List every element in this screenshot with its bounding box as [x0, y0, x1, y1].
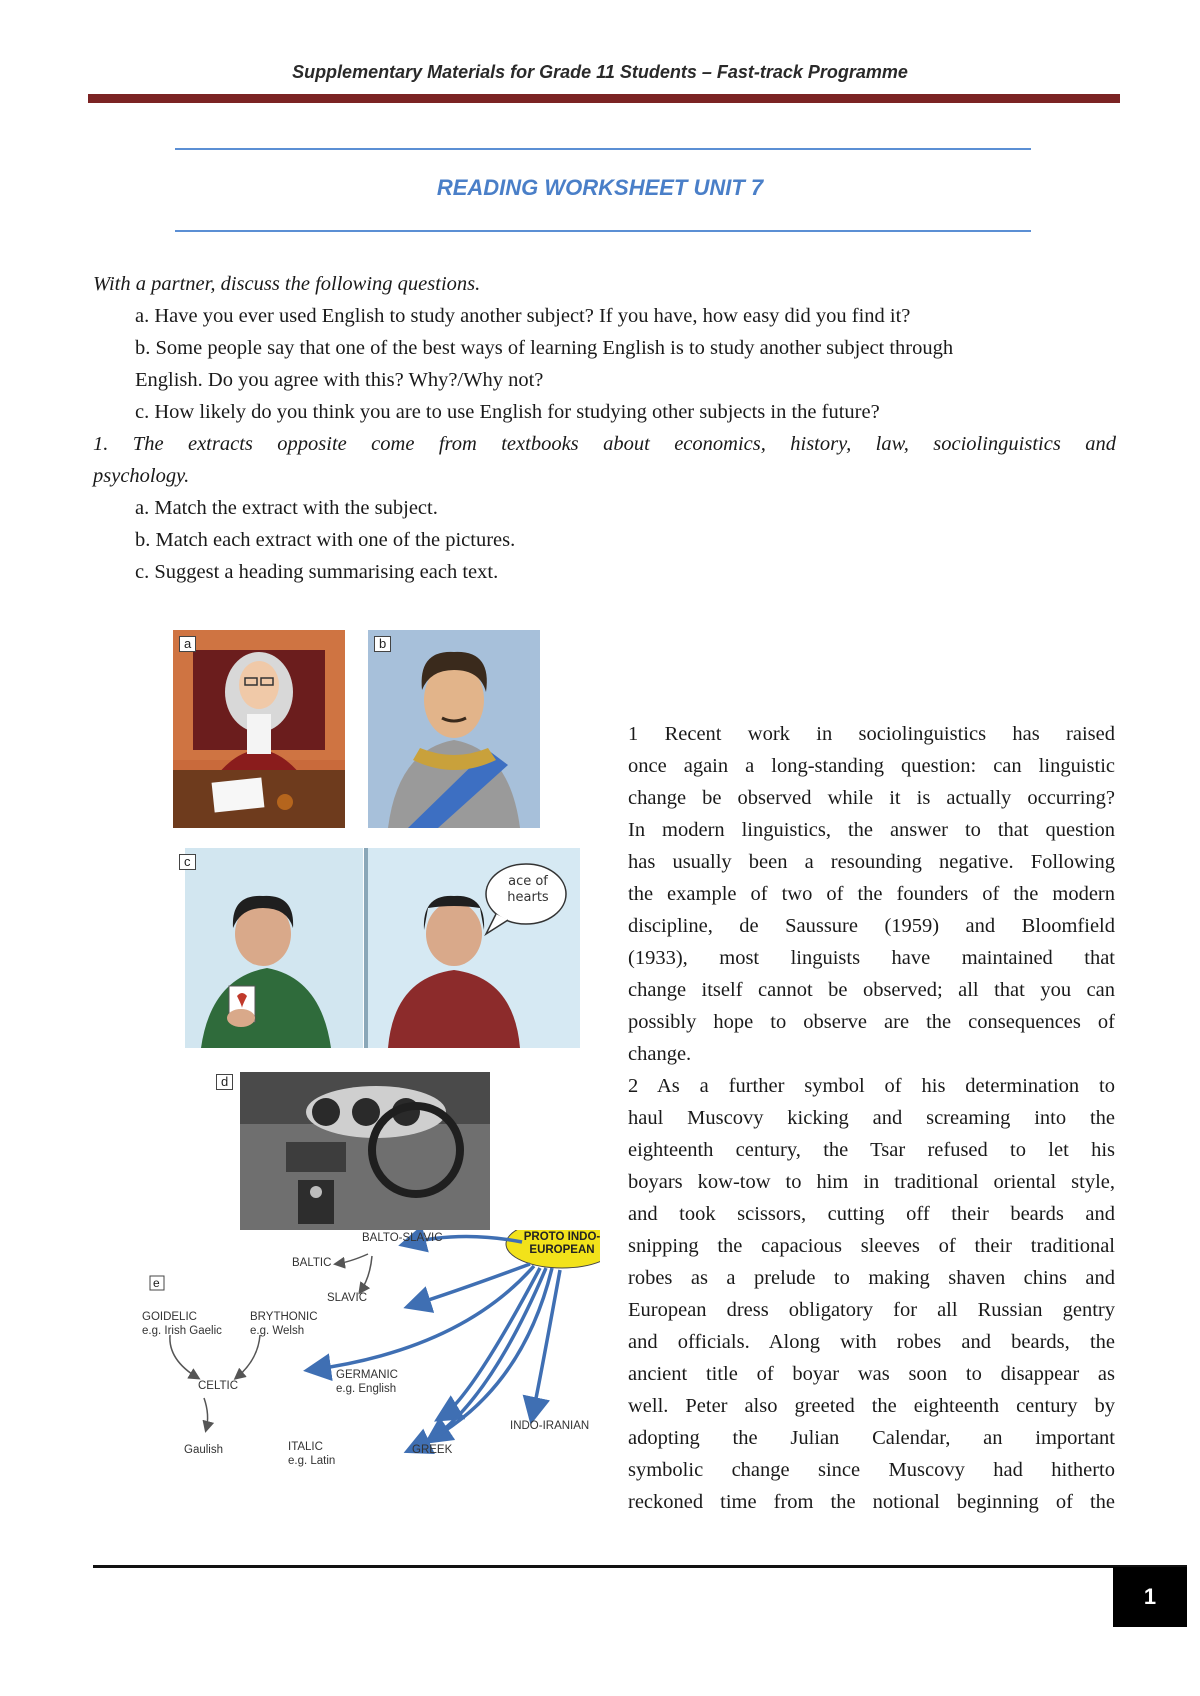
extract-line: change be observed while it is actually occurring? — [628, 787, 1115, 809]
tree-italic — [288, 1440, 335, 1468]
picture-b-tsar — [368, 630, 540, 828]
tree-indo-iranian: INDO-IRANIAN — [510, 1420, 590, 1432]
extract-line: 2 As a further symbol of his determination to — [628, 1075, 1115, 1097]
picture-label-e: e — [153, 1276, 160, 1290]
discussion-question-b: b. Some people say that one of the best ways of learning English is to study another subject through — [135, 337, 954, 359]
discussion-question-b-cont: English. Do you agree with this? Why?/Why not? — [135, 369, 544, 391]
extract-line: and took scissors, cutting off their beards and — [628, 1203, 1115, 1225]
footer-rule — [93, 1565, 1187, 1568]
picture-label-c: c — [179, 854, 196, 870]
tree-germanic — [336, 1368, 398, 1396]
tree-goidelic-name: GOIDELIC — [142, 1311, 197, 1323]
tree-gaulish: Gaulish — [184, 1444, 223, 1456]
picture-a-judge — [173, 630, 345, 828]
extract-line: and officials. Along with robes and beards, the — [628, 1331, 1115, 1353]
task-item-b: b. Match each extract with one of the pictures. — [135, 529, 516, 551]
tree-slavic: SLAVIC — [327, 1292, 368, 1304]
extract-line: European dress obligatory for all Russian gentry — [628, 1299, 1115, 1321]
extract-line: discipline, de Saussure (1959) and Bloomfield — [628, 915, 1115, 937]
extract-line: robes as a prelude to making shaven chins and — [628, 1267, 1115, 1289]
extract-line: adopting the Julian Calendar, an important — [628, 1427, 1115, 1449]
extract-line: change itself cannot be observed; all that you can — [628, 979, 1115, 1001]
task-item-c: c. Suggest a heading summarising each text. — [135, 561, 499, 583]
tree-balto-slavic: BALTO-SLAVIC — [362, 1232, 443, 1244]
extract-line: well. Peter also greeted the eighteenth century by — [628, 1395, 1115, 1417]
picture-c-card-left — [171, 848, 363, 1048]
extract-line: ancient title of boyar was soon to disappear as — [628, 1363, 1115, 1385]
title-rule-bottom — [175, 230, 1031, 232]
tree-brythonic-example: e.g. Welsh — [250, 1325, 305, 1337]
page-title: READING WORKSHEET UNIT 7 — [436, 175, 764, 200]
task-item-a: a. Match the extract with the subject. — [135, 497, 438, 519]
picture-e-language-tree — [140, 1230, 600, 1475]
tree-celtic: CELTIC — [198, 1380, 239, 1392]
extract-line: boyars kow-tow to him in traditional oriental style, — [628, 1171, 1115, 1193]
extract-line: possibly hope to observe are the consequences of — [628, 1011, 1115, 1033]
tree-goidelic — [142, 1310, 222, 1338]
page-number: 1 — [1113, 1567, 1187, 1627]
speech-bubble-text: ace of hearts — [507, 874, 549, 905]
picture-label-b: b — [374, 636, 391, 652]
tree-baltic: BALTIC — [292, 1257, 332, 1269]
picture-d-dashboard — [216, 1072, 490, 1230]
tree-italic-example: e.g. Latin — [288, 1455, 336, 1467]
tree-greek: GREEK — [412, 1444, 453, 1456]
extract-line: has usually been a resounding negative. Following — [628, 851, 1115, 873]
running-header: Supplementary Materials for Grade 11 Students – Fast-track Programme — [292, 62, 908, 82]
extract-line: snipping the capacious sleeves of their traditional — [628, 1235, 1115, 1257]
tree-germanic-name: GERMANIC — [336, 1369, 398, 1381]
extract-line: once again a long-standing question: can linguistic — [628, 755, 1115, 777]
tree-root: PROTO INDO-EUROPEAN — [523, 1231, 600, 1256]
task-instruction: 1. The extracts opposite come from textbooks about economics, history, law, sociolinguistics and — [93, 433, 1116, 455]
picture-c-card-right — [368, 848, 580, 1048]
picture-label-a: a — [179, 636, 196, 652]
extracts-column — [628, 718, 1115, 1518]
tree-germanic-example: e.g. English — [336, 1383, 397, 1395]
tree-goidelic-example: e.g. Irish Gaelic — [142, 1325, 222, 1337]
discussion-intro: With a partner, discuss the following questions. — [93, 273, 481, 295]
tree-brythonic-name: BRYTHONIC — [250, 1311, 318, 1323]
extract-line: (1933), most linguists have maintained that — [628, 947, 1115, 969]
extract-line: reckoned time from the notional beginning of the — [628, 1491, 1115, 1513]
header-bar — [88, 94, 1120, 103]
discussion-question-a: a. Have you ever used English to study another subject? If you have, how easy did you find it? — [135, 305, 911, 327]
task-instruction-cont: psychology. — [93, 465, 190, 487]
title-rule-top — [175, 148, 1031, 150]
extract-line: In modern linguistics, the answer to that question — [628, 819, 1115, 841]
extract-line: change. — [628, 1043, 692, 1065]
tree-italic-name: ITALIC — [288, 1441, 323, 1453]
extract-line: the example of two of the founders of the modern — [628, 883, 1115, 905]
extract-line: 1 Recent work in sociolinguistics has raised — [628, 723, 1115, 745]
extract-line: symbolic change since Muscovy had hitherto — [628, 1459, 1115, 1481]
discussion-question-c: c. How likely do you think you are to use English for studying other subjects in the future? — [135, 401, 880, 423]
extract-line: haul Muscovy kicking and screaming into the — [628, 1107, 1115, 1129]
extract-line: eighteenth century, the Tsar refused to let his — [628, 1139, 1115, 1161]
picture-label-d: d — [216, 1074, 233, 1090]
tree-brythonic — [250, 1310, 318, 1338]
